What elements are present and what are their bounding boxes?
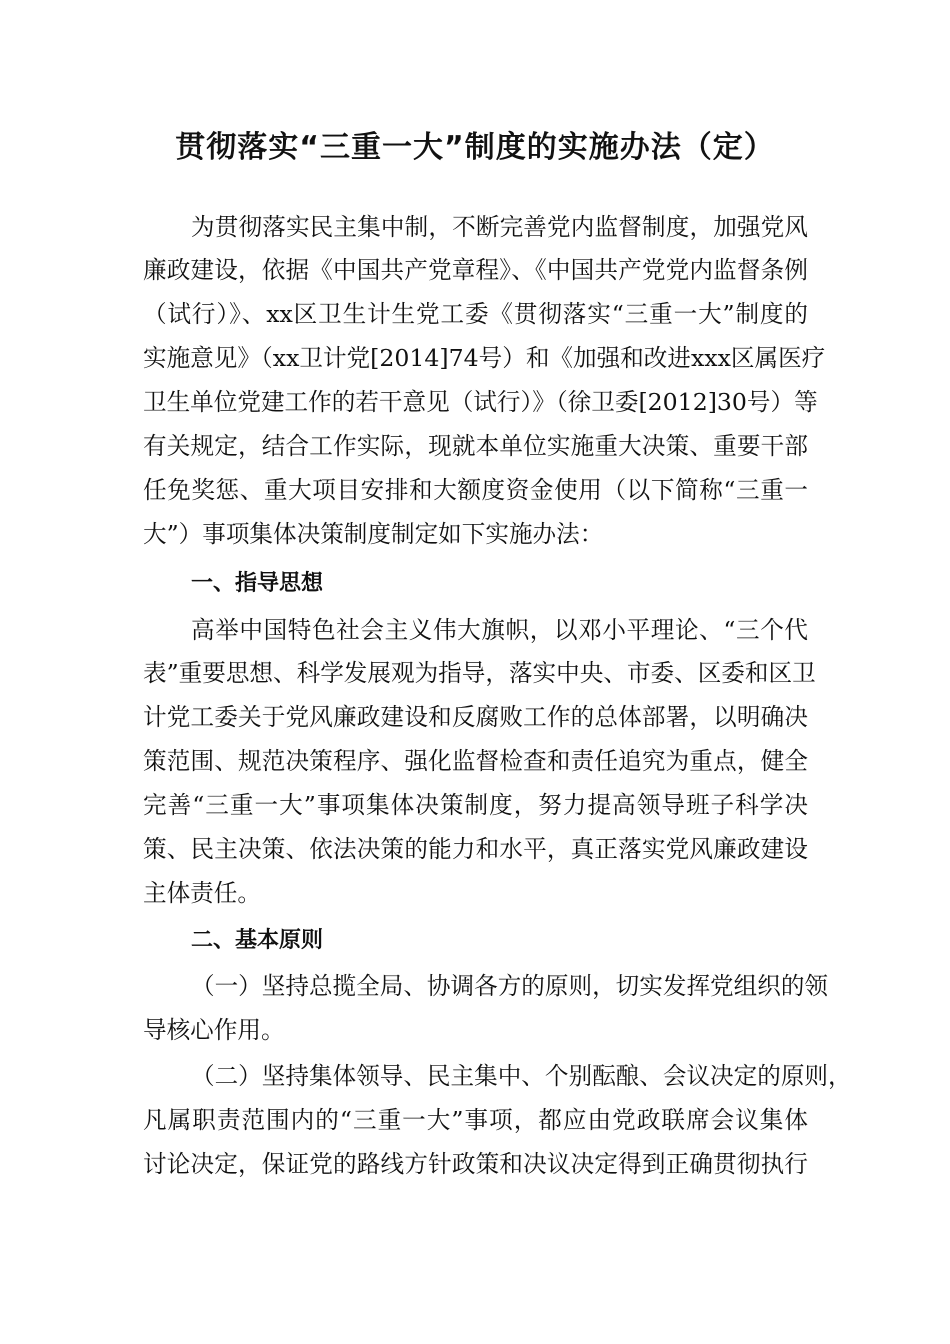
- section1-line: 完善“三重一大”事项集体决策制度，努力提高领导班子科学决: [143, 791, 808, 819]
- intro-line: 廉政建设，依据《中国共产党章程》、《中国共产党党内监督条例: [143, 256, 808, 284]
- section-heading-basic-principles: 二、基本原则: [191, 928, 324, 953]
- intro-line: 卫生单位党建工作的若干意见（试行）》（徐卫委[2012]30号）等: [143, 388, 818, 416]
- section1-line: 高举中国特色社会主义伟大旗帜，以邓小平理论、“三个代: [191, 616, 808, 644]
- section1-line: 策、民主决策、依法决策的能力和水平，真正落实党风廉政建设: [143, 835, 808, 863]
- section2-item1-line: （一）坚持总揽全局、协调各方的原则，切实发挥党组织的领: [191, 972, 829, 1000]
- intro-line: 有关规定，结合工作实际，现就本单位实施重大决策、重要干部: [143, 432, 808, 460]
- intro-line: （试行）》、xx区卫生计生党工委《贯彻落实“三重一大”制度的: [143, 300, 808, 328]
- intro-line: 大”）事项集体决策制度制定如下实施办法：: [143, 520, 604, 548]
- section2-item2-line: （二）坚持集体领导、民主集中、个别酝酿、会议决定的原则，: [191, 1062, 852, 1090]
- intro-line: 任免奖惩、重大项目安排和大额度资金使用（以下简称“三重一: [143, 476, 808, 504]
- section2-item2-line: 讨论决定，保证党的路线方针政策和决议决定得到正确贯彻执行: [143, 1150, 808, 1178]
- section2-item2-line: 凡属职责范围内的“三重一大”事项，都应由党政联席会议集体: [143, 1106, 808, 1134]
- intro-line: 为贯彻落实民主集中制，不断完善党内监督制度，加强党风: [191, 213, 808, 241]
- section-heading-guiding-thought: 一、指导思想: [191, 571, 324, 596]
- section1-line: 主体责任。: [143, 879, 261, 907]
- section2-item1-line: 导核心作用。: [143, 1016, 285, 1044]
- section1-line: 计党工委关于党风廉政建设和反腐败工作的总体部署，以明确决: [143, 703, 808, 731]
- document-title: 贯彻落实“三重一大”制度的实施办法（定）: [175, 130, 775, 165]
- section1-line: 策范围、规范决策程序、强化监督检查和责任追究为重点，健全: [143, 747, 808, 775]
- intro-line: 实施意见》（xx卫计党[2014]74号）和《加强和改进xxx区属医疗: [143, 344, 826, 372]
- section1-line: 表”重要思想、科学发展观为指导，落实中央、市委、区委和区卫: [143, 659, 816, 687]
